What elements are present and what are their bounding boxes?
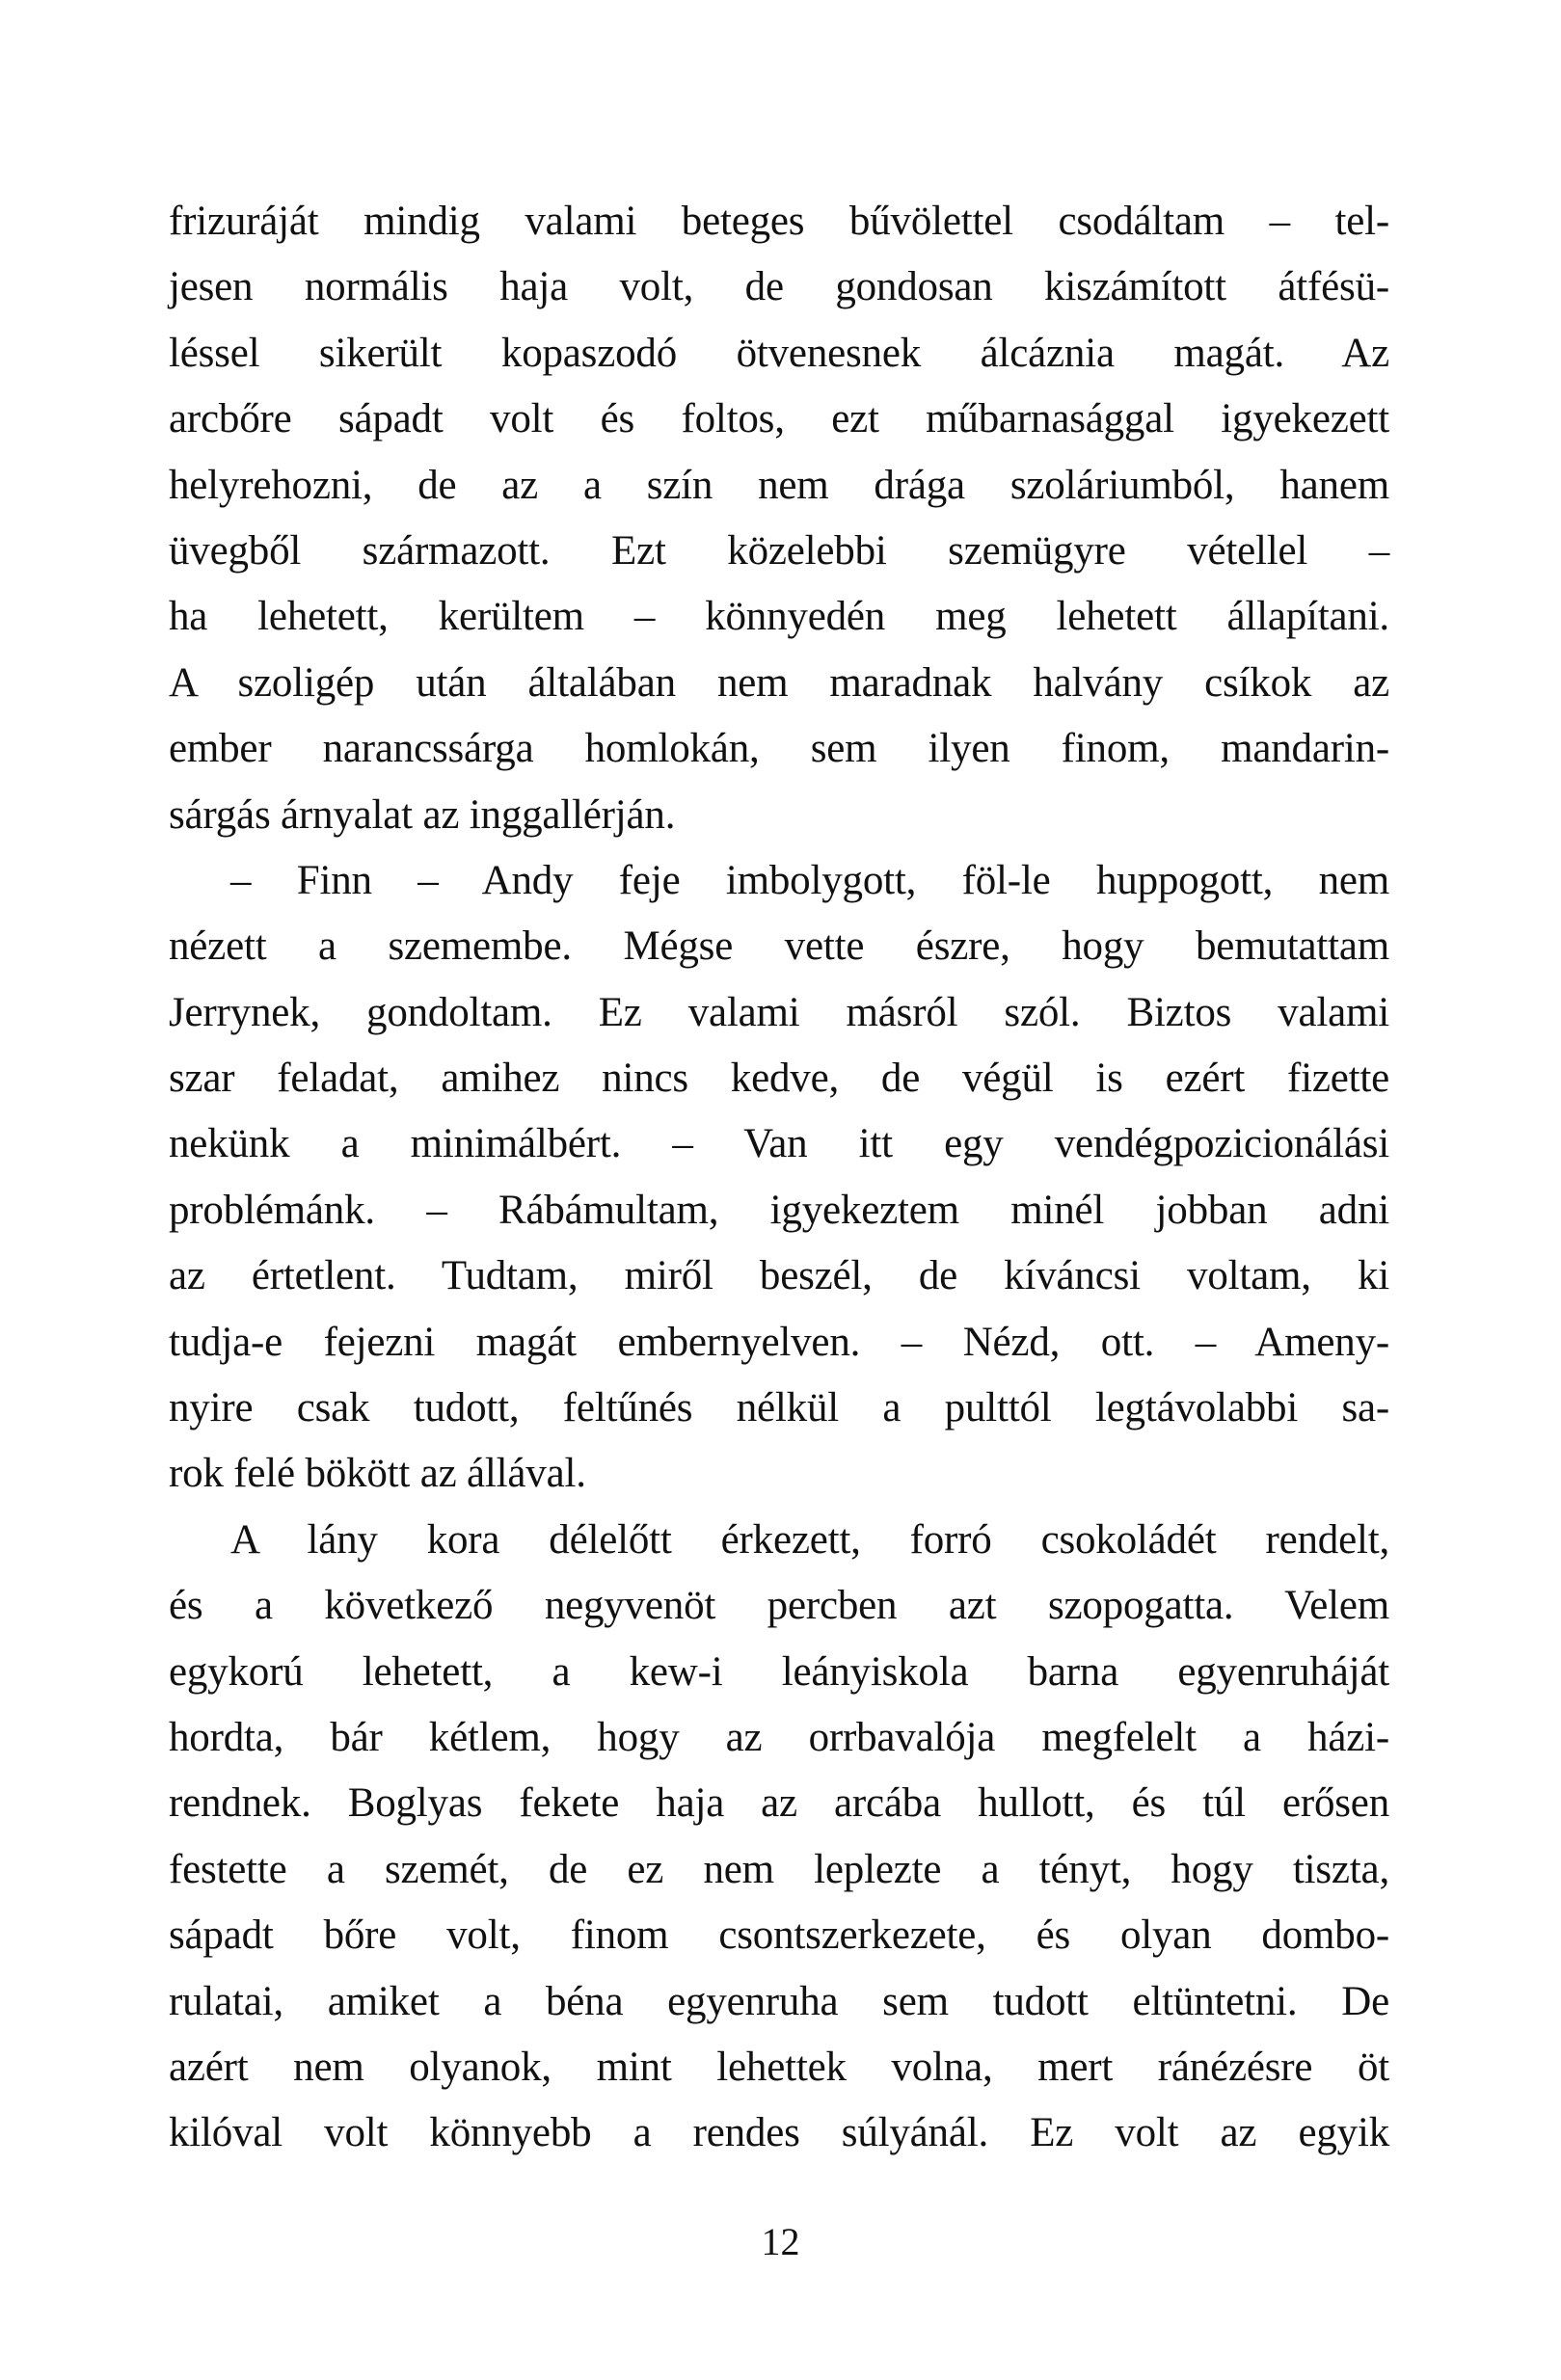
text-line: helyrehozni, de az a szín nem drága szoláriumból, hanem (169, 462, 1389, 508)
text-line: nyire csak tudott, feltűnés nélkül a pulttól legtávolabbi sa- (169, 1385, 1389, 1431)
text-line: ember narancssárga homlokán, sem ilyen finom, mandarin- (169, 726, 1389, 772)
text-line: szar feladat, amihez nincs kedve, de végül is ezért fizette (169, 1056, 1389, 1102)
paragraph-2 (169, 848, 1389, 1508)
text-line: és a következő negyvenöt percben azt szopogatta. Velem (169, 1583, 1389, 1629)
text-line: rulatai, amiket a béna egyenruha sem tudott eltüntetni. De (169, 1978, 1389, 2024)
text-line: sárgás árnyalat az inggallérján. (169, 791, 676, 838)
paragraph-3 (169, 1508, 1389, 2167)
text-line: nekünk a minimálbért. – Van itt egy vendégpozicionálási (169, 1121, 1389, 1167)
text-line: arcbőre sápadt volt és foltos, ezt műbarnasággal igyekezett (169, 396, 1389, 442)
text-line: egykorú lehetett, a kew-i leányiskola barna egyenruháját (169, 1648, 1389, 1695)
text-line: hordta, bár kétlem, hogy az orrbavalója megfelelt a házi- (169, 1714, 1389, 1760)
paragraph-1 (169, 189, 1389, 848)
text-line: üvegből származott. Ezt közelebbi szemügyre vétellel – (169, 527, 1389, 574)
text-line: jesen normális haja volt, de gondosan kiszámított átfésü- (169, 264, 1389, 310)
text-line: kilóval volt könnyebb a rendes súlyánál. Ez volt az egyik (169, 2110, 1389, 2156)
text-line: azért nem olyanok, mint lehettek volna, mert ránézésre öt (169, 2044, 1389, 2090)
text-line: frizuráját mindig valami beteges bűvölettel csodáltam – tel- (169, 199, 1389, 244)
text-line: Jerrynek, gondoltam. Ez valami másról szól. Biztos valami (169, 989, 1389, 1035)
text-line: problémánk. – Rábámultam, igyekeztem minél jobban adni (169, 1187, 1389, 1233)
text-line: A lány kora délelőtt érkezett, forró csokoládét rendelt, (230, 1516, 1389, 1563)
text-line: festette a szemét, de ez nem leplezte a tényt, hogy tiszta, (169, 1846, 1389, 1892)
text-line: tudja-e fejezni magát embernyelven. – Nézd, ott. – Ameny- (169, 1319, 1389, 1365)
text-line: ha lehetett, kerültem – könnyedén meg lehetett állapítani. (169, 594, 1389, 640)
text-line: sápadt bőre volt, finom csontszerkezete, és olyan dombo- (169, 1912, 1389, 1959)
text-line: – Finn – Andy feje imbolygott, föl-le huppogott, nem (230, 857, 1389, 903)
text-line: rok felé bökött az állával. (169, 1451, 586, 1497)
text-line: A szoligép után általában nem maradnak halvány csíkok az (169, 659, 1389, 706)
text-line: rendnek. Boglyas fekete haja az arcába hullott, és túl erősen (169, 1780, 1389, 1827)
page-number: 12 (761, 2220, 800, 2263)
text-line: léssel sikerült kopaszodó ötvenesnek álcáznia magát. Az (169, 330, 1389, 376)
text-line: nézett a szemembe. Mégse vette észre, hogy bemutattam (169, 923, 1389, 970)
text-line: az értetlent. Tudtam, miről beszél, de kíváncsi voltam, ki (169, 1253, 1389, 1299)
page-body (169, 189, 1389, 2167)
